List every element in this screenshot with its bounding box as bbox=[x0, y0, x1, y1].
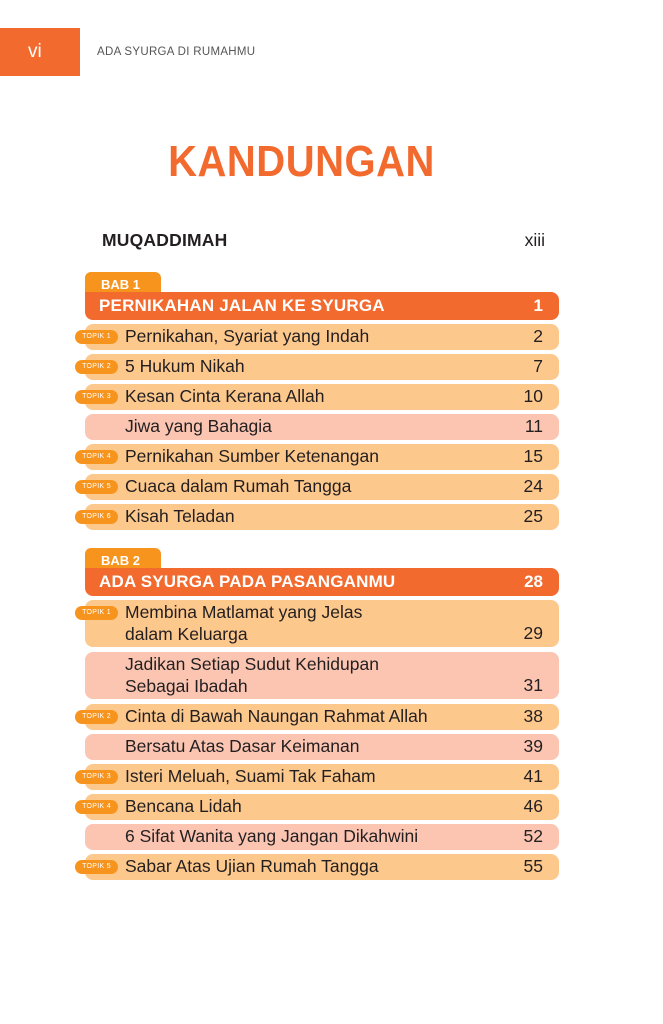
toc-entry[interactable] bbox=[85, 794, 559, 820]
entry-title-line-2: dalam Keluarga bbox=[125, 624, 248, 644]
chapter-page: 28 bbox=[524, 572, 543, 591]
entry-page: 10 bbox=[523, 386, 543, 406]
toc-entry[interactable] bbox=[85, 652, 559, 699]
entry-title: Pernikahan Sumber Ketenangan bbox=[125, 446, 379, 466]
toc-entry[interactable] bbox=[85, 474, 559, 500]
entry-title: Bersatu Atas Dasar Keimanan bbox=[125, 736, 360, 756]
topik-badge: TOPIK 3 bbox=[75, 390, 118, 404]
topik-badge: TOPIK 3 bbox=[75, 770, 118, 784]
topik-badge: TOPIK 2 bbox=[75, 710, 118, 724]
entry-page: 24 bbox=[523, 476, 543, 496]
toc-entry[interactable] bbox=[85, 734, 559, 760]
entry-page: 31 bbox=[523, 675, 543, 695]
entry-page: 2 bbox=[533, 326, 543, 346]
toc-entry[interactable] bbox=[85, 704, 559, 730]
chapter-tab: BAB 2 bbox=[85, 548, 161, 572]
entry-title: Sabar Atas Ujian Rumah Tangga bbox=[125, 856, 379, 876]
entry-page: 7 bbox=[533, 356, 543, 376]
topik-badge: TOPIK 5 bbox=[75, 480, 118, 494]
entry-title-line-1: Membina Matlamat yang Jelas bbox=[125, 602, 363, 622]
toc-entry[interactable] bbox=[85, 504, 559, 530]
entry-title: 6 Sifat Wanita yang Jangan Dikahwini bbox=[125, 826, 419, 846]
entry-title-line-2: Sebagai Ibadah bbox=[125, 676, 248, 696]
chapter-tab: BAB 1 bbox=[85, 272, 161, 296]
toc-entry[interactable] bbox=[85, 854, 559, 880]
muqaddimah-page: xiii bbox=[524, 230, 545, 250]
chapter-heading[interactable] bbox=[85, 568, 559, 596]
entry-title: Cuaca dalam Rumah Tangga bbox=[125, 476, 352, 496]
entry-title: Bencana Lidah bbox=[125, 796, 242, 816]
muqaddimah-row[interactable] bbox=[102, 230, 545, 254]
entry-title: Isteri Meluah, Suami Tak Faham bbox=[125, 766, 376, 786]
entry-title-line-1: Jadikan Setiap Sudut Kehidupan bbox=[125, 654, 379, 674]
entry-page: 39 bbox=[523, 736, 543, 756]
topik-badge: TOPIK 1 bbox=[75, 606, 118, 620]
entry-title: Pernikahan, Syariat yang Indah bbox=[125, 326, 370, 346]
entry-page: 15 bbox=[523, 446, 543, 466]
toc-entry[interactable] bbox=[85, 444, 559, 470]
entry-page: 25 bbox=[523, 506, 543, 526]
chapter-page: 1 bbox=[533, 296, 543, 315]
topik-badge: TOPIK 5 bbox=[75, 860, 118, 874]
toc-entry[interactable] bbox=[85, 414, 559, 440]
entry-title: 5 Hukum Nikah bbox=[125, 356, 245, 376]
toc-entry[interactable] bbox=[85, 384, 559, 410]
page-title: KANDUNGAN bbox=[168, 138, 435, 186]
chapter-title: PERNIKAHAN JALAN KE SYURGA bbox=[99, 296, 385, 315]
chapter-title: ADA SYURGA PADA PASANGANMU bbox=[99, 572, 396, 591]
chapter-heading[interactable] bbox=[85, 292, 559, 320]
entry-page: 52 bbox=[523, 826, 543, 846]
page-number: vi bbox=[0, 28, 80, 76]
toc-entry[interactable] bbox=[85, 324, 559, 350]
topik-badge: TOPIK 4 bbox=[75, 450, 118, 464]
entry-title: Kesan Cinta Kerana Allah bbox=[125, 386, 325, 406]
entry-page: 55 bbox=[523, 856, 543, 876]
toc-entry[interactable] bbox=[85, 600, 559, 647]
entry-page: 11 bbox=[524, 416, 543, 436]
toc-entry[interactable] bbox=[85, 824, 559, 850]
entry-page: 38 bbox=[523, 706, 543, 726]
topik-badge: TOPIK 4 bbox=[75, 800, 118, 814]
topik-badge: TOPIK 1 bbox=[75, 330, 118, 344]
toc-entry[interactable] bbox=[85, 354, 559, 380]
entry-page: 29 bbox=[523, 623, 543, 643]
toc-entry[interactable] bbox=[85, 764, 559, 790]
muqaddimah-label: MUQADDIMAH bbox=[102, 230, 228, 250]
running-head: ADA SYURGA DI RUMAHMU bbox=[97, 46, 256, 58]
entry-page: 46 bbox=[523, 796, 543, 816]
entry-page: 41 bbox=[523, 766, 543, 786]
entry-title: Cinta di Bawah Naungan Rahmat Allah bbox=[125, 706, 428, 726]
page-header bbox=[0, 0, 663, 78]
topik-badge: TOPIK 6 bbox=[75, 510, 118, 524]
topik-badge: TOPIK 2 bbox=[75, 360, 118, 374]
entry-title: Kisah Teladan bbox=[125, 506, 235, 526]
entry-title: Jiwa yang Bahagia bbox=[125, 416, 272, 436]
